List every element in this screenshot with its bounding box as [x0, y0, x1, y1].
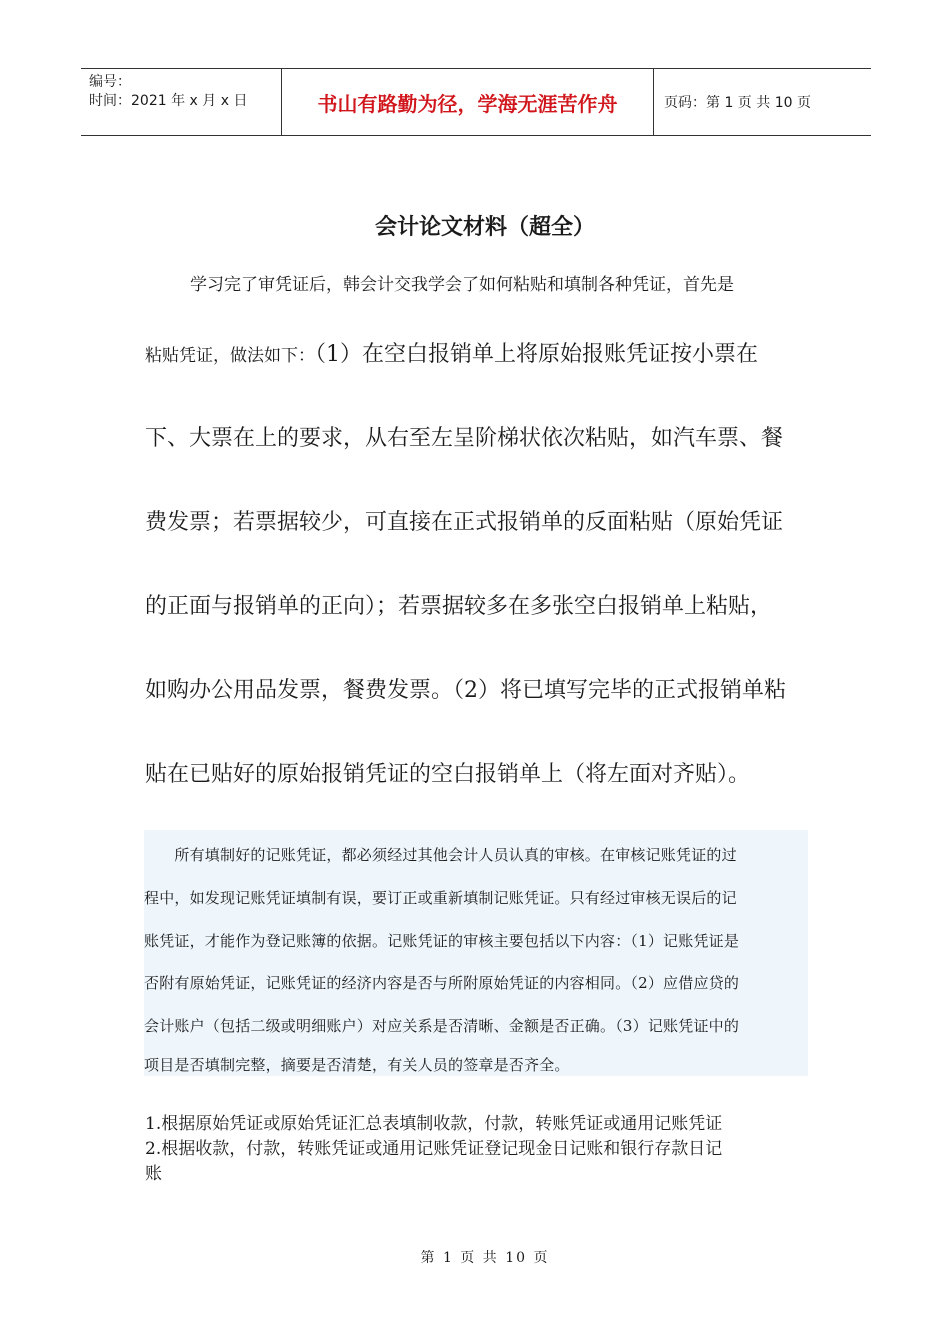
shaded-line: 会计账户（包括二级或明细账户）对应关系是否清晰、金额是否正确。（3）记账凭证中的: [144, 1017, 740, 1035]
header-motto: 书山有路勤为径，学海无涯苦作舟: [282, 69, 654, 135]
shaded-line: 项目是否填制完整，摘要是否清楚，有关人员的签章是否齐全。: [144, 1056, 570, 1074]
numbered-list: [145, 1112, 825, 1187]
header-page-info: 页码：第 1 页 共 10 页: [664, 95, 811, 111]
shaded-line: 所有填制好的记账凭证，都必须经过其他会计人员认真的审核。在审核记账凭证的过: [144, 846, 737, 864]
paragraph1-line-rest: （1）在空白报销单上将原始报账凭证按小票在: [315, 342, 758, 367]
paragraph1-line: 如购办公用品发票，餐费发票。（2）将已填写完毕的正式报销单粘: [145, 678, 786, 703]
page-header: [81, 68, 871, 136]
paragraph1-line: 下、大票在上的要求，从右至左呈阶梯状依次粘贴，如汽车票、餐: [145, 426, 784, 451]
shaded-paragraph: [144, 830, 808, 1076]
paragraph1-body: [145, 338, 825, 842]
paragraph1-line-prefix: 粘贴凭证，做法如下：: [145, 346, 315, 366]
number-label: 编号：: [89, 74, 131, 90]
shaded-line: 程中，如发现记账凭证填制有误，要订正或重新填制记账凭证。只有经过审核无误后的记: [144, 889, 737, 907]
paragraph1-first-line: 学习完了审凭证后，韩会计交我学会了如何粘贴和填制各种凭证，首先是: [190, 275, 734, 295]
page-footer: 第 1 页 共 10 页: [420, 1250, 550, 1266]
shaded-line: 否附有原始凭证，记账凭证的经济内容是否与所附原始凭证的内容相同。（2）应借应贷的: [144, 974, 740, 992]
header-meta: [81, 69, 282, 135]
list-item: 账: [145, 1164, 162, 1184]
time-label: 时间：2021 年 x 月 x 日: [89, 93, 248, 109]
paragraph1-line: [145, 338, 825, 422]
paragraph1-line: 贴在已贴好的原始报销凭证的空白报销单上（将左面对齐贴）。: [145, 762, 751, 787]
document-title: 会计论文材料（超全）: [374, 214, 595, 240]
list-item: 1.根据原始凭证或原始凭证汇总表填制收款，付款，转账凭证或通用记账凭证: [145, 1114, 723, 1134]
shaded-line: 账凭证，才能作为登记账簿的依据。记账凭证的审核主要包括以下内容：（1）记账凭证是: [144, 932, 740, 950]
paragraph1-line: 的正面与报销单的正向）；若票据较多在多张空白报销单上粘贴，: [145, 594, 773, 619]
list-item: 2.根据收款，付款，转账凭证或通用记账凭证登记现金日记账和银行存款日记: [145, 1139, 723, 1159]
paragraph1-line: 费发票；若票据较少，可直接在正式报销单的反面粘贴（原始凭证: [145, 510, 784, 535]
